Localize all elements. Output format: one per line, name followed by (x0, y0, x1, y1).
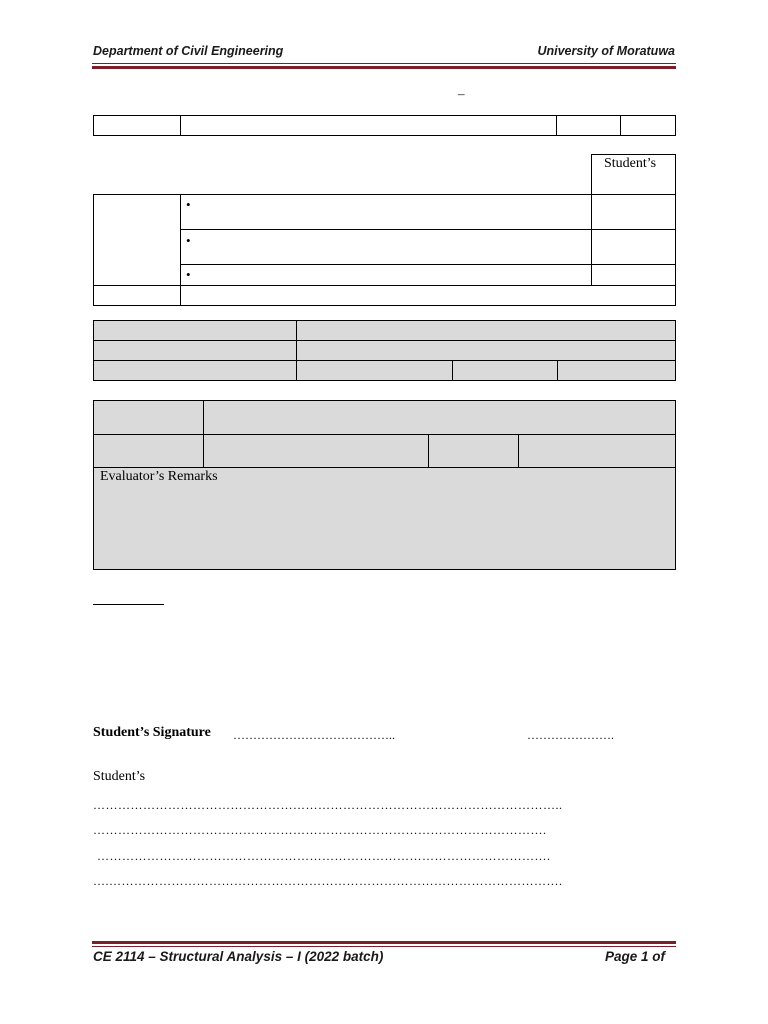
bullet-point: • (186, 197, 191, 212)
date-dots: …………………. (527, 728, 614, 742)
footer-course: CE 2114 – Structural Analysis – I (2022 batch) (93, 949, 384, 964)
marks-row-line (180, 264, 676, 265)
bullet-point: • (186, 233, 191, 248)
eval-row-line (93, 467, 676, 468)
comment-line: ………………………………………………………………………………………………. (93, 823, 547, 837)
header-rule-thick (92, 66, 676, 69)
footer-rule-thick (92, 941, 676, 944)
gray-info-table (93, 320, 676, 381)
comment-line: ….………………………………………………………………………………………………. (93, 874, 563, 888)
marks-col-header: Student’s (604, 156, 657, 171)
signature-dots: ………………………………….. (233, 728, 395, 742)
bullet-point: • (186, 267, 191, 282)
marks-row-line (93, 285, 676, 286)
eval-row-line (93, 434, 676, 435)
info-row-divider (620, 115, 621, 136)
gray-divider (452, 360, 453, 381)
footer-page-number: Page 1 of (605, 949, 666, 964)
declaration-underline (93, 604, 164, 605)
comment-line: ………………………………………………………………………………………………. (97, 849, 551, 863)
header-university: University of Moratuwa (537, 44, 675, 58)
marks-row-line (180, 229, 676, 230)
comments-label: Student’s (93, 769, 146, 784)
marks-divider (591, 194, 592, 286)
info-row-divider (556, 115, 557, 136)
gray-row-line (93, 360, 676, 361)
marks-divider (180, 194, 181, 306)
evaluation-table (93, 400, 676, 570)
eval-divider (518, 434, 519, 468)
gray-divider (557, 360, 558, 381)
gray-row-line (93, 340, 676, 341)
signature-label: Student’s Signature (93, 725, 211, 740)
evaluator-remarks-label: Evaluator’s Remarks (100, 469, 218, 484)
title-dash: – (458, 86, 465, 101)
header-department: Department of Civil Engineering (93, 44, 284, 58)
comment-line: ………………………………………………………………………………………………….. (93, 798, 563, 812)
info-row-divider (180, 115, 181, 136)
eval-divider (428, 434, 429, 468)
footer-rule-thin (92, 946, 676, 947)
header-rule-thin (92, 63, 676, 64)
gray-divider (296, 320, 297, 381)
